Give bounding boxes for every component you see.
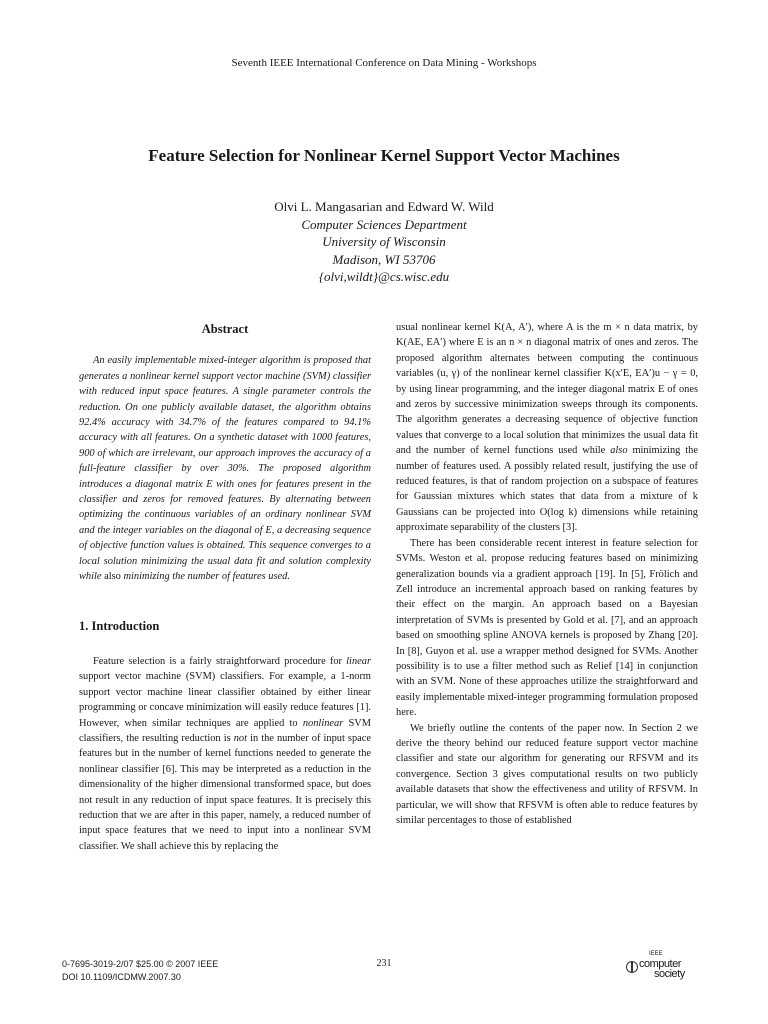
abstract-text-b: minimizing the number of features used. (123, 571, 290, 583)
logo-society-text: society (654, 968, 685, 980)
logo-computer-text: computer (639, 958, 681, 970)
university: University of Wisconsin (322, 234, 446, 249)
intro-p1-nonlinear: nonlinear (302, 717, 344, 729)
intro-p1-b: support vector machine (SVM) classifiers. For example, a 1-norm support vector machine linear classifier obtained by either linear programming or concave minimization will easily reduce features [1]. However, when similar techniques are applied to (79, 671, 371, 729)
city: Madison, WI 53706 (332, 251, 436, 267)
intro-p1-c: SVM classifiers, the resulting reduction is (79, 717, 371, 744)
intro-p1-linear: linear (346, 655, 371, 667)
intro-paragraph-3: We briefly outline the contents of the paper now. In Section 2 we derive the theory behind our reduced feature support vector machine classifier and state our algorithm for generating our RFSVM and its convergence. Section 3 gives computational results on two publicly available datasets that show the effectiveness and utility of RFSVM. In particular, we will show that RFSVM is often able to reduce features by similar percentages to those of established (396, 722, 698, 826)
department: Computer Sciences Department (301, 216, 467, 232)
email: {olvi,wildt}@cs.wisc.edu (318, 269, 450, 284)
intro-heading: 1. Introduction (79, 618, 160, 633)
abstract-text (79, 353, 371, 584)
author-names: Olvi L. Mangasarian and Edward W. Wild (274, 199, 494, 214)
intro-p1-f: minimizing the number of features used. A possibly related result, justifying the use of reduced features, is that of random projection on a subspace of features for Gaussian mixtures which states that data from a mixture of k Gaussians can be projected into O(log k) dimensions while retaining approximate separability of the clusters [3]. (396, 445, 698, 534)
paper-title: Feature Selection for Nonlinear Kernel Support Vector Machines (148, 146, 620, 165)
intro-p1-a: Feature selection is a fairly straightforward procedure for (93, 655, 342, 667)
intro-paragraph-2: There has been considerable recent interest in feature selection for SVMs. Weston et al. propose reducing features based on minimizing generalization bounds via a gradient approach [19]. In [5], Frölich and Zell introduce an incremental approach based on ranking features by their effect on the margin. An approach based on a Bayesian interpretation of SVMs is presented by Gold et al. [7], and an approach based on smoothing spline ANOVA kernels is proposed by Zhang [20]. In [8], Guyon et al. use a wrapper method designed for SVMs. Another possibility is to use a filter method such as Relief [14] in conjunction with an SVM. None of these approaches utilize the straightforward and easily implementable mixed-integer programming formulation proposed here. (396, 537, 698, 719)
left-column (79, 322, 371, 854)
conference-header: Seventh IEEE International Conference on Data Mining - Workshops (231, 57, 537, 69)
author-block (0, 198, 768, 286)
intro-p1-also: also (610, 445, 628, 457)
intro-p1-d: in the number of input space features but in the number of kernel functions needed to generate the nonlinear classifier [6]. This may be interpreted as a reduction in the dimensionality of the higher dimensional transformed space, but does not result in any reduction of input space features. It is precisely this reduction that we are after in this paper, namely, a reduced number of input space features that we need to input into a nonlinear SVM classifier. We shall achieve this by replacing the (79, 732, 371, 852)
intro-p1-e: usual nonlinear kernel K(A, A′), where A is the m × n data matrix, by K(AE, EA′) where E is an n × n diagonal matrix of ones and zeros. The proposed algorithm alternates between computing the continuous variables (u, γ) of the nonlinear kernel classifier K(x′E, EA′)u − γ = 0, by using linear programming, and the integer diagonal matrix E of ones and zeros by successive minimization sweeps through its components. The algorithm generates a decreasing sequence of objective function values that converge to a local solution that minimizes the usual data fit and the number of kernel functions used while (396, 322, 698, 457)
right-column (396, 320, 698, 828)
logo-ieee-text: IEEE (649, 951, 663, 957)
intro-p1-not: not (233, 732, 247, 744)
footer-doi: DOI 10.1109/ICDMW.2007.30 (62, 972, 181, 982)
abstract-also: also (104, 571, 121, 583)
computer-society-logo (625, 951, 695, 981)
abstract-text-a: An easily implementable mixed-integer algorithm is proposed that generates a nonlinear kernel support vector machine (SVM) classifier with reduced input space features. A single parameter controls the reduction. On one publicly available dataset, the algorithm obtains 92.4% accuracy with 34.7% of the features compared to 94.1% accuracy with all features. On a synthetic dataset with 1000 features, 900 of which are irrelevant, our approach improves the accuracy of a full-feature classifier by over 30%. The proposed algorithm introduces a diagonal matrix E with ones for features present in the classifier and zeros for removed features. By alternating between optimizing the continuous variables of an ordinary nonlinear SVM and the integer variables on the diagonal of E, a decreasing sequence of objective function values is obtained. This sequence converges to a local solution minimizing the usual data fit and solution complexity while (79, 355, 371, 583)
page-number: 231 (376, 958, 392, 969)
abstract-heading: Abstract (201, 322, 249, 336)
intro-paragraph-1-cont (396, 320, 698, 536)
intro-paragraph-1 (79, 654, 371, 854)
globe-icon (626, 961, 638, 973)
footer-isbn: 0-7695-3019-2/07 $25.00 © 2007 IEEE (62, 959, 219, 969)
